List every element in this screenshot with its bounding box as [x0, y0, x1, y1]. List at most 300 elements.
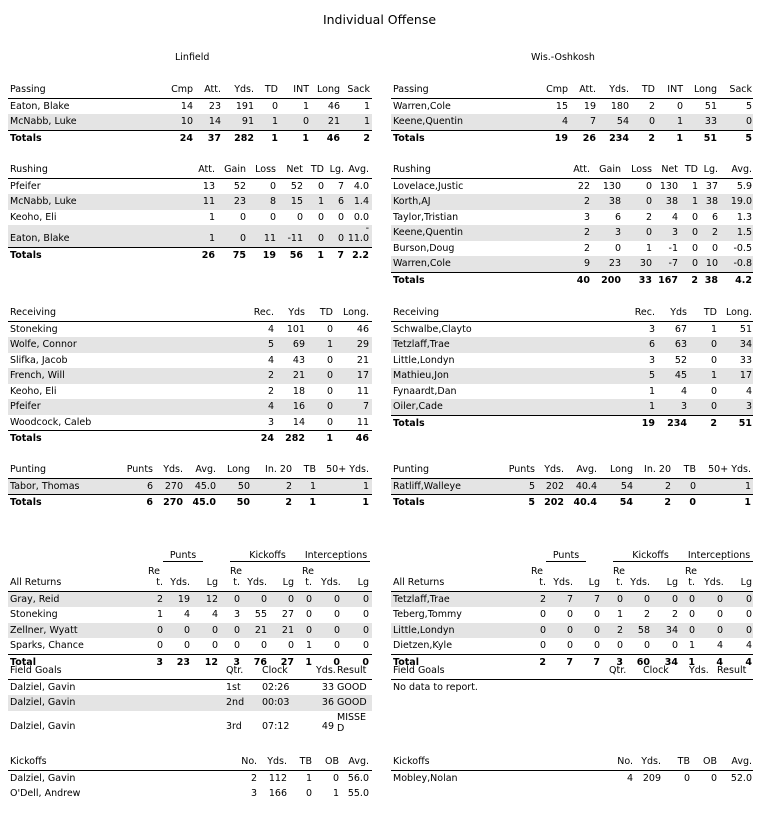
stat-cell: 5	[648, 370, 655, 381]
column-header: Long	[317, 84, 340, 95]
column-header: TD	[310, 164, 324, 175]
player-name: Sparks, Chance	[10, 640, 84, 651]
ret-label: Re	[685, 566, 698, 577]
stat-cell: 0	[305, 609, 312, 620]
column-header: t.	[688, 577, 695, 588]
stat-cell: 1	[317, 250, 324, 261]
stat-cell: 0	[593, 609, 600, 620]
player-name: Teberg,Tommy	[393, 609, 462, 620]
column-header: Att.	[198, 164, 215, 175]
stat-cell: 2	[363, 132, 370, 144]
stat-cell: 0	[333, 656, 340, 668]
returns-row	[8, 592, 372, 608]
stat-cell: 24	[179, 132, 193, 144]
stat-cell: 63	[674, 339, 687, 350]
rushing-row	[391, 194, 753, 210]
player-name: Pfeifer	[10, 180, 41, 192]
column-header: Gain	[599, 164, 621, 175]
kickoffs-row	[8, 771, 372, 787]
field-goals-header-row	[8, 663, 372, 680]
stat-cell: 38	[665, 196, 678, 207]
player-name: O'Dell, Andrew	[10, 788, 81, 799]
no-data-message: No data to report.	[393, 681, 478, 693]
stat-cell: 52	[674, 354, 687, 366]
stat-cell: 15	[555, 100, 568, 112]
stat-cell: 19	[554, 132, 568, 144]
rushing-total-row	[391, 272, 753, 289]
receiving-total-row	[8, 430, 372, 447]
player-name: Woodcock, Caleb	[10, 416, 92, 428]
player-name: Fynaardt,Dan	[393, 385, 457, 397]
receiving-table-left	[8, 305, 372, 447]
stat-cell: 4	[183, 609, 190, 620]
player-name: Totals	[10, 250, 42, 261]
stat-cell: 9	[583, 258, 590, 269]
stat-cell: 46	[356, 323, 369, 335]
player-name: Stoneking	[10, 609, 58, 620]
column-header: Qtr.	[609, 665, 627, 676]
column-header: Gain	[224, 164, 246, 175]
stat-cell: 51	[703, 132, 717, 144]
stat-cell: 1	[710, 323, 717, 335]
returns-row	[391, 592, 753, 608]
returns-table-right	[391, 550, 753, 670]
stat-cell: 202	[545, 480, 564, 492]
column-header: Yds.	[170, 577, 190, 588]
stat-cell: 7	[593, 656, 600, 668]
stat-cell: 0	[269, 211, 276, 223]
stat-cell: 34	[739, 339, 752, 350]
column-header: Avg.	[195, 464, 216, 475]
stat-cell: 23	[233, 196, 246, 207]
returns-subheader	[391, 566, 753, 575]
rushing-row	[391, 256, 753, 272]
column-header: TD	[264, 84, 278, 95]
stat-cell: 282	[234, 132, 254, 144]
stat-cell: 55	[254, 609, 267, 620]
stat-cell: 36	[321, 697, 334, 708]
ret-label: Re	[613, 566, 626, 577]
stat-cell: 4	[745, 640, 752, 651]
receiving-row	[8, 322, 372, 338]
column-header: Yds.	[544, 464, 564, 475]
stat-cell: 2	[664, 480, 671, 492]
stat-cell: 3	[671, 227, 678, 238]
stat-cell: 0	[326, 416, 333, 428]
stat-cell: 75	[232, 250, 246, 261]
stat-cell: 52	[290, 180, 303, 192]
stat-cell: 3	[648, 323, 655, 335]
stat-cell: 1	[271, 132, 278, 144]
stat-cell: 1	[156, 609, 163, 620]
stat-cell: 34	[664, 656, 678, 668]
column-header: TD	[703, 307, 717, 318]
player-name: Totals	[393, 497, 425, 508]
stat-cell: 54	[619, 497, 633, 508]
kickoffs-table-right	[391, 754, 753, 786]
player-name: Dalziel, Gavin	[10, 681, 76, 693]
stat-cell: 0	[645, 227, 652, 238]
kickoffs-header-row	[8, 754, 372, 771]
receiving-row	[8, 337, 372, 353]
stat-cell: 0	[689, 497, 696, 508]
kickoffs-header-row	[391, 754, 753, 771]
player-name: Dalziel, Gavin	[10, 697, 76, 708]
stat-cell: 1	[648, 385, 655, 397]
stat-cell: 4	[671, 211, 678, 223]
stat-cell: 54	[616, 116, 629, 127]
stat-cell: 0	[296, 211, 303, 223]
stat-cell: 38	[704, 274, 718, 286]
player-name: Little,Londyn	[393, 624, 455, 636]
stat-cell: 0	[691, 227, 698, 238]
player-name: Oiler,Cade	[393, 401, 443, 412]
stat-cell: 0	[302, 116, 309, 127]
receiving-row	[391, 337, 753, 353]
stat-cell: 0	[260, 593, 267, 605]
stat-cell: 0	[539, 640, 546, 651]
column-header: Avg.	[348, 756, 369, 767]
stat-cell: 0.0	[353, 211, 369, 223]
player-name: Tabor, Thomas	[10, 480, 80, 492]
stat-cell: 22	[577, 180, 590, 192]
returns-subheader	[8, 566, 372, 575]
stat-cell: 0	[593, 624, 600, 636]
stat-cell: 11	[202, 196, 215, 207]
column-header: Field Goals	[393, 665, 445, 676]
stat-cell: 234	[667, 417, 687, 429]
stat-cell: 0	[688, 624, 695, 636]
stat-cell: 6	[146, 497, 153, 508]
column-header: INT	[667, 84, 683, 95]
stat-cell: 38	[705, 196, 718, 207]
stat-cell: 0	[362, 656, 369, 668]
stat-cell: 202	[544, 497, 564, 508]
stat-cell: 0	[539, 609, 546, 620]
stat-cell: 19	[177, 593, 190, 605]
stat-cell: 15	[290, 196, 303, 207]
stat-cell: MISSE	[337, 711, 367, 723]
column-header: Long.	[342, 307, 369, 318]
stat-cell: -7	[668, 258, 678, 269]
stat-cell: 1	[363, 116, 370, 127]
column-header: t.	[233, 577, 240, 588]
passing-table-left	[8, 82, 372, 146]
stat-cell: 7	[566, 593, 573, 605]
player-name: Keene,Quentin	[393, 116, 464, 127]
passing-row	[8, 114, 372, 130]
field-goals-row	[8, 680, 372, 696]
column-header: Qtr.	[226, 665, 244, 676]
stat-cell: 0	[233, 593, 240, 605]
stat-cell: 33	[638, 274, 652, 286]
stat-cell: 1	[744, 480, 751, 492]
returns-table-left	[8, 550, 372, 670]
stat-cell: 1	[710, 370, 717, 381]
stat-cell: 45.0	[192, 497, 216, 508]
player-name: Zellner, Wyatt	[10, 624, 78, 636]
column-header: Cmp	[546, 84, 568, 95]
punting-header-row	[391, 462, 753, 479]
stat-cell: 54	[620, 480, 633, 492]
stat-cell: 19.0	[730, 196, 752, 207]
stat-cell: 1	[271, 116, 278, 127]
player-name: Total	[10, 656, 36, 668]
stat-cell: 0	[337, 233, 344, 244]
rushing-row	[8, 194, 372, 210]
passing-header-row	[391, 82, 753, 99]
stat-cell: 0	[671, 593, 678, 605]
stat-cell: 3	[680, 401, 687, 412]
stat-cell: 200	[601, 274, 621, 286]
stat-cell: 4	[561, 116, 568, 127]
stat-cell: 0	[269, 180, 276, 192]
column-header: Yds.	[553, 577, 573, 588]
passing-table-right	[391, 82, 753, 146]
stat-cell: 1	[688, 640, 695, 651]
column-header: Passing	[10, 84, 46, 95]
passing-row	[8, 99, 372, 115]
stat-cell: 1	[362, 480, 369, 492]
stat-cell: 6	[146, 480, 153, 492]
stat-cell: 19	[262, 250, 276, 261]
stat-cell: 1	[648, 401, 655, 412]
passing-row	[391, 114, 753, 130]
punting-total-row	[391, 494, 753, 511]
stat-cell: 0	[643, 640, 650, 651]
stat-cell: 270	[164, 480, 183, 492]
stat-cell: 191	[235, 100, 254, 112]
stat-cell: 3	[583, 211, 590, 223]
stat-cell: 52	[233, 180, 246, 192]
column-header: Yds	[670, 307, 687, 318]
stat-cell: 1.4	[353, 196, 369, 207]
stat-cell: 3	[267, 416, 274, 428]
column-header: Receiving	[10, 307, 57, 318]
stat-cell: 3	[233, 656, 240, 668]
stat-cell: 21	[281, 624, 294, 636]
team-name-left: Linfield	[175, 52, 210, 63]
column-header: TB	[683, 464, 696, 475]
stat-cell: 180	[610, 100, 629, 112]
column-header: 50+ Yds.	[708, 464, 751, 475]
stat-cell: 24	[260, 433, 274, 444]
column-header: Punting	[393, 464, 430, 475]
stat-cell: 7	[566, 656, 573, 668]
stat-cell: 0	[239, 211, 246, 223]
column-header: Passing	[393, 84, 429, 95]
stat-cell: 40	[576, 274, 590, 286]
column-header: Lg	[588, 577, 600, 588]
player-name: Keene,Quentin	[393, 227, 464, 238]
stat-cell: 0	[688, 609, 695, 620]
passing-row	[391, 99, 753, 115]
column-header: Punting	[10, 464, 47, 475]
receiving-row	[391, 322, 753, 338]
stat-cell: 0	[710, 354, 717, 366]
stat-cell: 91	[241, 116, 254, 127]
stat-cell: 0	[362, 593, 369, 605]
stat-cell: 130	[659, 180, 678, 192]
column-header: OB	[703, 756, 717, 767]
player-name: Total	[393, 656, 419, 668]
stat-cell: 0	[362, 624, 369, 636]
returns-row	[8, 607, 372, 623]
stat-cell: 1	[362, 497, 369, 508]
stat-cell: 4	[745, 385, 752, 397]
passing-total-row	[8, 130, 372, 147]
stat-cell: 43	[292, 354, 305, 366]
stat-cell: 33	[739, 354, 752, 366]
stat-cell: 4	[745, 656, 752, 668]
stat-cell: 2	[583, 227, 590, 238]
column-header: Punts	[508, 464, 535, 475]
rushing-table-right	[391, 162, 753, 288]
stat-cell: 1.5	[736, 227, 752, 238]
stat-cell: 34	[665, 624, 678, 636]
column-header: Yds.	[641, 756, 661, 767]
column-header: Clock	[643, 665, 669, 676]
punting-table-right	[391, 462, 753, 511]
stat-cell: GOOD	[337, 697, 367, 708]
ret-label: Re	[148, 566, 161, 577]
stat-cell: 5	[267, 339, 274, 350]
stat-cell: 0	[183, 624, 190, 636]
stat-cell: 3	[745, 401, 752, 412]
punting-total-row	[8, 494, 372, 511]
column-header: Receiving	[393, 307, 440, 318]
stat-cell: 1st	[226, 681, 241, 693]
stat-cell: 1	[305, 772, 312, 784]
stat-cell: 2	[250, 772, 257, 784]
stat-cell: 11.0	[347, 233, 369, 244]
stat-cell: 5.9	[736, 180, 752, 192]
stat-cell: 27	[280, 656, 294, 668]
stat-cell: 51	[704, 100, 717, 112]
stat-cell: 55.0	[347, 788, 369, 799]
player-name: Eaton, Blake	[10, 233, 70, 244]
stat-cell: 6	[337, 196, 344, 207]
stat-cell: 0	[671, 640, 678, 651]
stat-cell: 4	[626, 772, 633, 784]
stat-cell: 0	[691, 242, 698, 254]
stat-cell: 1	[363, 100, 370, 112]
stat-cell: 2nd	[226, 697, 245, 708]
stat-cell: 5	[528, 497, 535, 508]
stat-cell: 130	[602, 180, 621, 192]
returns-row	[391, 607, 753, 623]
receiving-row	[8, 415, 372, 431]
stat-cell: 0	[326, 385, 333, 397]
column-header: All Returns	[10, 577, 62, 588]
stat-cell: 0	[211, 640, 218, 651]
returns-row	[8, 638, 372, 654]
stat-cell: 209	[642, 772, 661, 784]
column-header: Att.	[573, 164, 590, 175]
column-header: Cmp	[171, 84, 193, 95]
stat-cell: 0	[333, 609, 340, 620]
player-name: Totals	[393, 274, 425, 286]
stat-cell: 0	[287, 640, 294, 651]
stat-cell: 46	[326, 132, 340, 144]
stat-cell: 4	[267, 354, 274, 366]
stat-cell: 2	[267, 385, 274, 397]
player-name: Taylor,Tristian	[393, 211, 459, 223]
stat-cell: 2	[616, 624, 623, 636]
stat-cell: 1	[208, 233, 215, 244]
stat-cell: 2	[664, 497, 671, 508]
column-header: Kickoffs	[393, 756, 430, 767]
page-title: Individual Offense	[322, 12, 437, 27]
player-name: Burson,Doug	[393, 242, 455, 254]
stat-cell: 4.2	[735, 274, 752, 286]
rushing-row	[8, 225, 372, 247]
stat-cell: 46	[355, 433, 369, 444]
stat-cell: 1	[309, 480, 316, 492]
column-header: TD	[319, 307, 333, 318]
stat-cell: 2	[711, 227, 718, 238]
returns-group-label: Kickoffs	[613, 550, 688, 562]
column-header: Att.	[204, 84, 221, 95]
field-goals-table-left	[8, 663, 372, 737]
stat-cell: 10	[705, 258, 718, 269]
player-name: Totals	[393, 417, 425, 429]
stat-cell: 3	[616, 656, 623, 668]
stat-cell: -0.8	[733, 258, 752, 269]
stat-cell: 2	[285, 480, 292, 492]
stat-cell: 3	[156, 656, 163, 668]
stat-cell: 0	[233, 640, 240, 651]
stat-cell: 0	[691, 258, 698, 269]
stat-cell: D	[337, 722, 345, 734]
player-name: Lovelace,Justic	[393, 180, 464, 192]
stat-cell: 2	[710, 417, 717, 429]
stat-cell: 33	[704, 116, 717, 127]
kickoffs-row	[8, 786, 372, 802]
player-name: Schwalbe,Clayto	[393, 323, 472, 335]
stat-cell: 1	[309, 497, 316, 508]
stat-cell: 10	[180, 116, 193, 127]
player-name: Dietzen,Kyle	[393, 640, 453, 651]
stat-cell: 1	[326, 433, 333, 444]
stat-cell: 3	[233, 609, 240, 620]
column-header: Loss	[255, 164, 276, 175]
stat-cell: 166	[268, 788, 287, 799]
stat-cell: 56	[289, 250, 303, 261]
column-header: No.	[241, 756, 257, 767]
dash-mark: -	[365, 223, 369, 234]
rushing-total-row	[8, 247, 372, 264]
rushing-row	[391, 179, 753, 195]
returns-row	[391, 638, 753, 654]
stat-cell: 46	[327, 100, 340, 112]
stat-cell: 11	[263, 233, 276, 244]
column-header: Rec.	[634, 307, 655, 318]
column-header: TD	[684, 164, 698, 175]
column-header: Rushing	[10, 164, 48, 175]
punting-table-left	[8, 462, 372, 511]
rushing-table-left	[8, 162, 372, 264]
column-header: Field Goals	[10, 665, 62, 676]
stat-cell: 0	[260, 640, 267, 651]
column-header: Avg.	[348, 164, 369, 175]
player-name: Korth,AJ	[393, 196, 431, 207]
returns-group-label: Kickoffs	[230, 550, 305, 562]
stat-cell: 4	[716, 656, 723, 668]
returns-group-label: Interceptions	[302, 550, 370, 562]
stat-cell: 60	[636, 656, 650, 668]
column-header: Lg	[206, 577, 218, 588]
